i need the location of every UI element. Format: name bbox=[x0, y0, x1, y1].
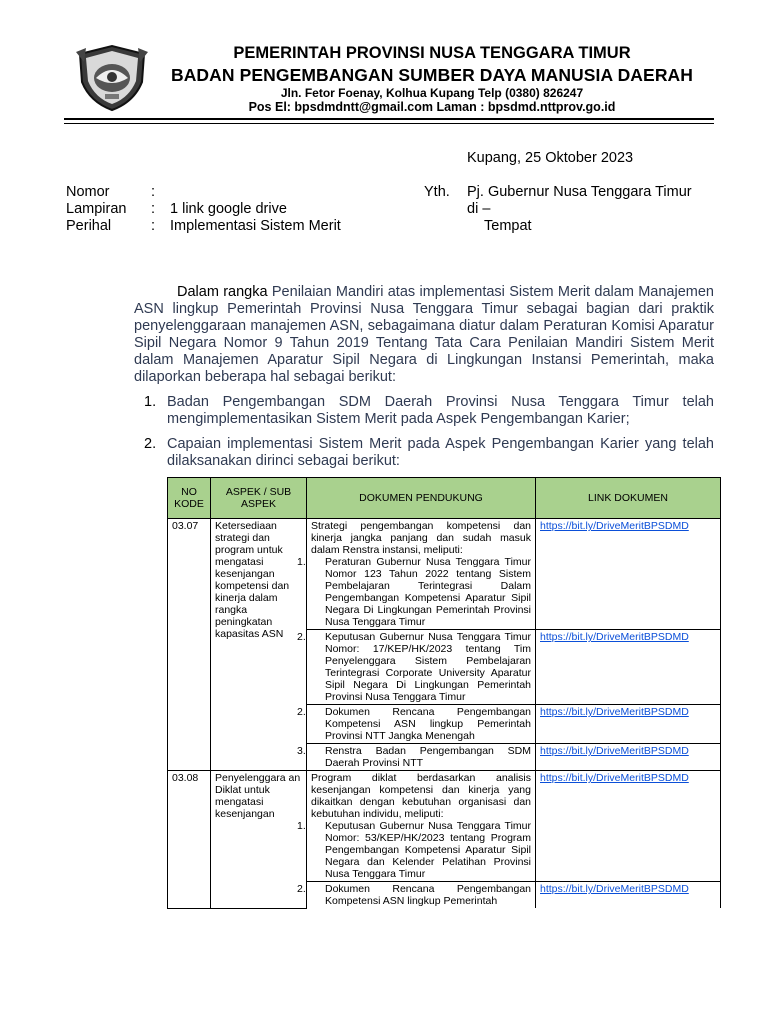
document-cell bbox=[297, 744, 536, 771]
document-item-number: 1. bbox=[297, 556, 306, 568]
document-item-text: Peraturan Gubernur Nusa Tenggara Timur Nomor 123 Tahun 2022 tentang Sistem Pembelajaran Terintegrasi Dalam Pengembangan Kompetensi Aparatur Sipil Negara Di Lingkungan Pemerintah Provinsi Nusa Tenggara Timur bbox=[325, 556, 531, 628]
aspek-cell: Penyelenggara an Diklat untuk mengatasi kesenjangan bbox=[211, 771, 307, 909]
document-intro: Strategi pengembangan kompetensi dan kinerja jangka panjang dan sudah masuk dalam Renstra instansi, meliputi: bbox=[311, 520, 531, 556]
letterhead-contact: Pos El: bpsdmdntt@gmail.com Laman : bpsdmd.nttprov.go.id bbox=[248, 100, 616, 114]
link-cell bbox=[536, 882, 721, 909]
document-item-text: Keputusan Gubernur Nusa Tenggara Timur Nomor: 53/KEP/HK/2023 tentang Program Pengembangan Kompetensi Aparatur Sipil Negara dan Kelender Pelatihan Provinsi Nusa Tenggara Timur bbox=[325, 820, 531, 880]
document-item-number: 1. bbox=[297, 820, 306, 832]
document-cell bbox=[297, 705, 536, 744]
document-link[interactable]: https://bit.ly/DriveMeritBPSDMD bbox=[540, 772, 689, 784]
letterhead-agency: BADAN PENGEMBANGAN SUMBER DAYA MANUSIA DAERAH bbox=[170, 65, 694, 85]
header-aspek: ASPEK / SUB ASPEK bbox=[211, 478, 307, 519]
provincial-emblem-icon bbox=[72, 42, 152, 112]
code-cell: 03.08 bbox=[168, 771, 211, 909]
document-cell bbox=[297, 882, 536, 909]
link-cell bbox=[536, 705, 721, 744]
code-cell: 03.07 bbox=[168, 519, 211, 771]
intro-rest: Penilaian Mandiri atas implementasi Sistem Merit dalam Manajemen ASN lingkup Pemerintah Provinsi Nusa Tenggara Timur sebagai bagian dari praktik penyelenggaraan manajemen ASN, sebagaimana diatur dalam Peraturan Komisi Aparatur Sipil Negara Nomor 9 Tahun 2019 Tentang Tata Cara Penilaian Mandiri Sistem Merit dalam Manajemen Aparatur Sipil Negara di Lingkungan Instansi Pemerintah, maka dilaporkan beberapa hal sebagai berikut: bbox=[134, 284, 714, 385]
item-2-number: 2. bbox=[144, 436, 157, 452]
header-link: LINK DOKUMEN bbox=[536, 478, 721, 519]
document-item-number: 3. bbox=[297, 745, 306, 757]
recipient-place: Tempat bbox=[484, 218, 532, 234]
recipient-yth: Yth. bbox=[424, 184, 450, 200]
letterhead-address: Jln. Fetor Foenay, Kolhua Kupang Telp (0380) 826247 bbox=[280, 86, 584, 100]
link-cell bbox=[536, 630, 721, 705]
letterhead-rule-thin bbox=[64, 123, 714, 124]
document-item-number: 2. bbox=[297, 706, 306, 718]
document-link[interactable]: https://bit.ly/DriveMeritBPSDMD bbox=[540, 706, 689, 718]
document-intro: Program diklat berdasarkan analisis kesenjangan kompetensi dan kinerja yang dikaitkan dengan kebutuhan organisasi dan kebutuhan individu, meliputi: bbox=[311, 772, 531, 820]
recipient-name: Pj. Gubernur Nusa Tenggara Timur bbox=[467, 184, 692, 200]
document-item-text: Dokumen Rencana Pengembangan Kompetensi ASN lingkup Pemerintah bbox=[325, 883, 531, 907]
document-item-number: 2. bbox=[297, 631, 306, 643]
link-cell bbox=[536, 744, 721, 771]
lampiran-value: 1 link google drive bbox=[170, 201, 287, 217]
item-2-text: Capaian implementasi Sistem Merit pada Aspek Pengembangan Karier yang telah dilaksanakan dirinci sebagai berikut: bbox=[167, 436, 714, 469]
document-link[interactable]: https://bit.ly/DriveMeritBPSDMD bbox=[540, 520, 689, 532]
lampiran-separator: : bbox=[151, 201, 156, 217]
recipient-di: di – bbox=[467, 201, 491, 217]
header-no-kode: NO KODE bbox=[168, 478, 211, 519]
page-bottom-margin bbox=[0, 957, 768, 1024]
letterhead-government: PEMERINTAH PROVINSI NUSA TENGGARA TIMUR bbox=[233, 44, 631, 62]
perihal-value: Implementasi Sistem Merit bbox=[170, 218, 341, 234]
intro-start: Dalam rangka bbox=[177, 284, 268, 300]
intro-paragraph bbox=[134, 284, 714, 386]
document-item-text: Keputusan Gubernur Nusa Tenggara Timur Nomor: 17/KEP/HK/2023 tentang Tim Penyelenggara Sistem Pembelajaran Terintegrasi Corporate University Aparatur Sipil Negara Di Lingkungan Pemerintah Provinsi Nusa Tenggara Timur bbox=[325, 631, 531, 703]
header-dokumen: DOKUMEN PENDUKUNG bbox=[307, 478, 536, 519]
merit-document-table bbox=[167, 477, 721, 909]
letterhead-rule-thick bbox=[64, 118, 714, 120]
document-cell bbox=[297, 519, 536, 630]
document-link[interactable]: https://bit.ly/DriveMeritBPSDMD bbox=[540, 631, 689, 643]
item-1-number: 1. bbox=[144, 394, 157, 410]
link-cell bbox=[536, 519, 721, 630]
table-row bbox=[168, 519, 721, 630]
nomor-separator: : bbox=[151, 184, 156, 200]
lampiran-label: Lampiran bbox=[66, 201, 127, 217]
document-link[interactable]: https://bit.ly/DriveMeritBPSDMD bbox=[540, 745, 689, 757]
letter-date: Kupang, 25 Oktober 2023 bbox=[467, 150, 634, 166]
document-cell bbox=[297, 630, 536, 705]
document-link[interactable]: https://bit.ly/DriveMeritBPSDMD bbox=[540, 883, 689, 895]
document-item-text: Renstra Badan Pengembangan SDM Daerah Provinsi NTT bbox=[325, 745, 531, 769]
document-item bbox=[297, 820, 531, 880]
aspek-cell: Ketersediaan strategi dan program untuk mengatasi kesenjangan kompetensi dan kinerja dalam rangka peningkatan kapasitas ASN bbox=[211, 519, 307, 771]
document-item-number: 2. bbox=[297, 883, 306, 895]
document-cell bbox=[297, 771, 536, 882]
table-row bbox=[168, 771, 721, 882]
item-1-text: Badan Pengembangan SDM Daerah Provinsi Nusa Tenggara Timur telah mengimplementasikan Sistem Merit pada Aspek Pengembangan Karier; bbox=[167, 394, 714, 427]
document-item bbox=[297, 556, 531, 628]
link-cell bbox=[536, 771, 721, 882]
perihal-separator: : bbox=[151, 218, 156, 234]
document-item-text: Dokumen Rencana Pengembangan Kompetensi ASN lingkup Pemerintah Provinsi NTT Jangka Menengah bbox=[325, 706, 531, 742]
table-header-row bbox=[168, 478, 721, 519]
perihal-label: Perihal bbox=[66, 218, 112, 234]
nomor-label: Nomor bbox=[66, 184, 110, 200]
